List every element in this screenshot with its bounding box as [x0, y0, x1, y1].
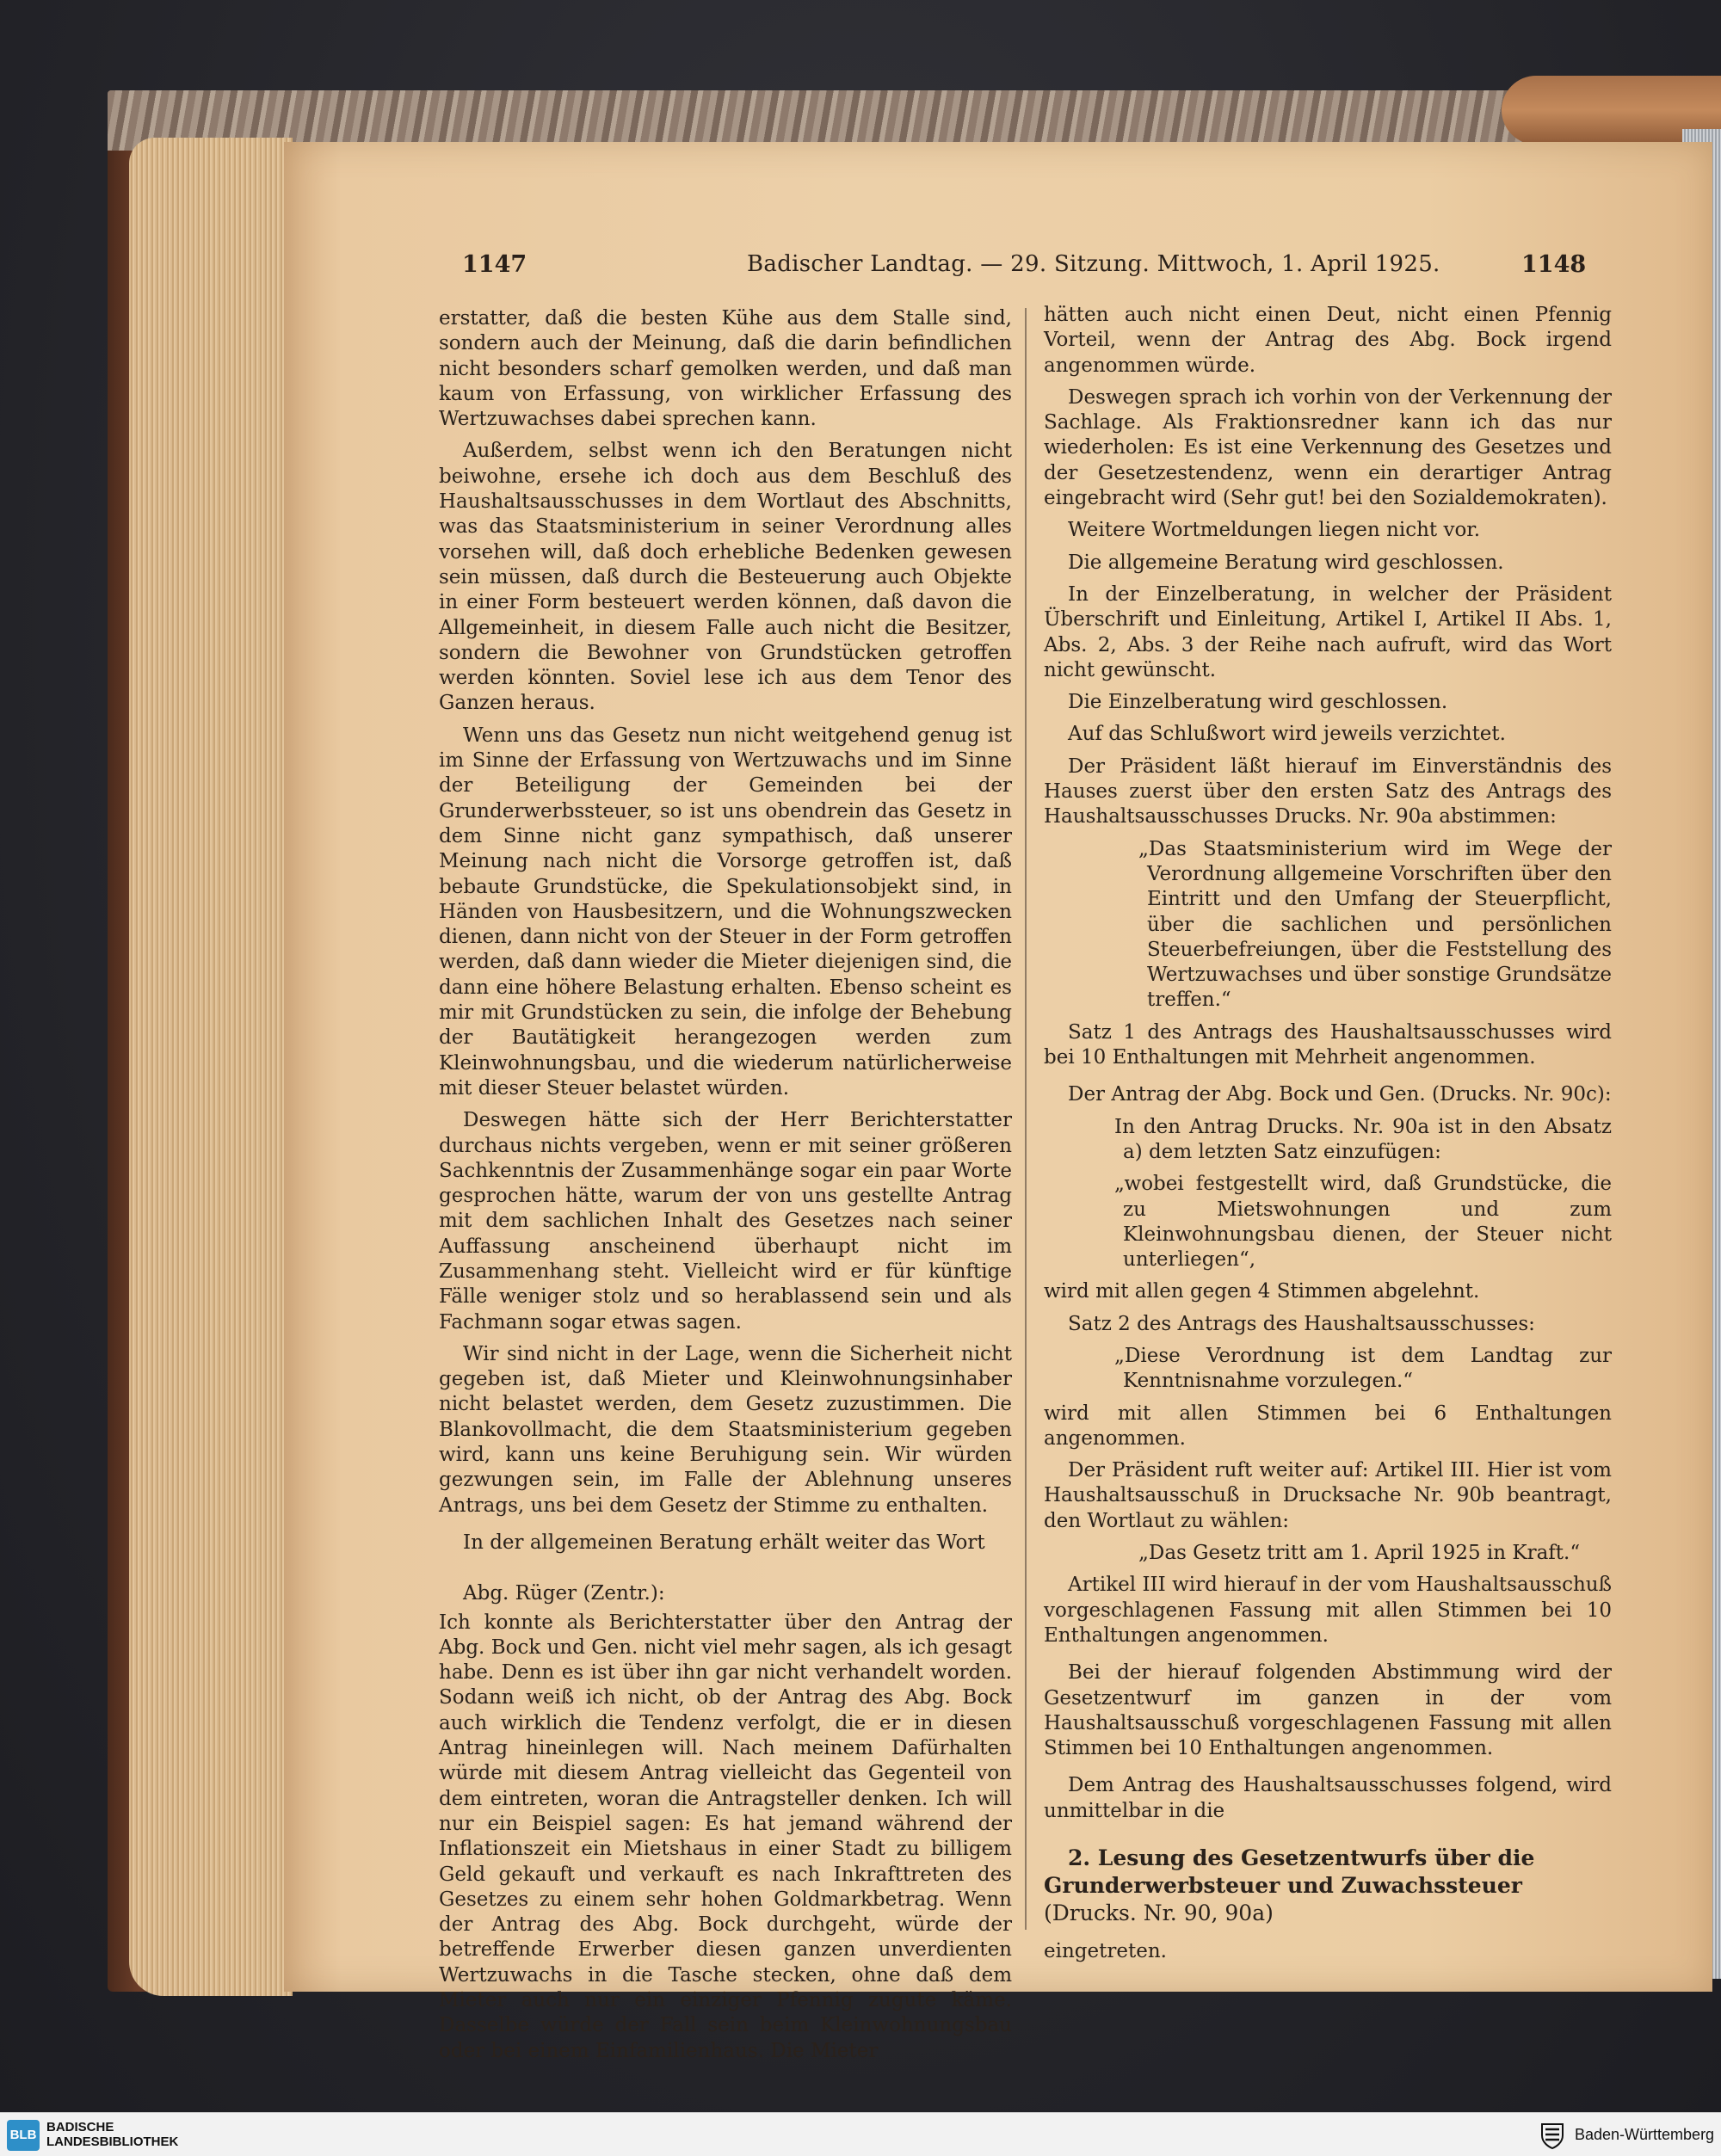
region-label: Baden-Württemberg [1575, 2126, 1715, 2143]
left-column [439, 306, 1012, 2071]
paragraph: Der Präsident ruft weiter auf: Artikel III. Hier ist vom Haushaltsausschuß in Drucksache Nr. 90b beantragt, den Wortlaut zu wählen: [1044, 1459, 1612, 1532]
page-number-right: 1148 [1521, 251, 1587, 278]
paragraph: erstatter, daß die besten Kühe aus dem Stalle sind, sondern auch der Meinung, daß die darin befindlichen nicht besonders scharf gemolken werden, und daß man kaum von Erfassung, von wirklicher Erfassung des Wertzuwachses dabei sprechen kann. [439, 307, 1012, 431]
speaker-label: Abg. Rüger (Zentr.): [463, 1582, 665, 1605]
page-edges-left [129, 138, 293, 1996]
paragraph: Deswegen hätte sich der Herr Berichterstatter durchaus nichts vergeben, wenn er mit seiner größeren Sachkenntnis der Zusammenhänge sogar ein paar Worte gesprochen hätte, warum der von uns gestellte Antrag mit dem sachlichen Inhalt des Gesetzes nach seiner Auffassung anscheinend überhaupt nicht im Zusammenhang steht. Vielleicht wird er für künftige Fälle weniger stolz und so herablassend sein und als Fachmann sogar etwas sagen. [439, 1109, 1012, 1334]
paragraph: wird mit allen gegen 4 Stimmen abgelehnt. [1044, 1280, 1480, 1303]
paragraph: Außerdem, selbst wenn ich den Beratungen nicht beiwohne, ersehe ich doch aus dem Beschluß des Haushaltsausschusses in dem Wortlaut des Abschnitts, was das Staatsministerium in seiner Verordnung alles vorsehen will, daß doch erhebliche Bedenken gewesen sein müssen, daß durch die Besteuerung auch Objekte in einer Form besteuert werden können, daß davon die Allgemeinheit, in diesem Falle auch nicht die Besitzer, sondern die Bewohner von Grundstücken getroffen werden könnten. Soviel lese ich aus dem Tenor des Ganzen heraus. [439, 440, 1012, 715]
paragraph: wird mit allen Stimmen bei 6 Enthaltungen angenommen. [1044, 1401, 1612, 1450]
page-header [0, 251, 1721, 286]
paragraph: eingetreten. [1044, 1940, 1167, 1963]
section-heading-title: 2. Lesung des Gesetzentwurfs über die Grunderwerbsteuer und Zuwachssteuer [1044, 1845, 1535, 1899]
paragraph: hätten auch nicht einen Deut, nicht einen Pfennig Vorteil, wenn der Antrag des Abg. Bock irgend angenommen würde. [1044, 304, 1612, 377]
running-title: Badischer Landtag. — 29. Sitzung. Mittwoch, 1. April 1925. [747, 251, 1440, 277]
paragraph: Die Einzelberatung wird geschlossen. [1068, 691, 1448, 714]
paragraph: Satz 2 des Antrags des Haushaltsausschusses: [1068, 1312, 1535, 1335]
paragraph: Deswegen sprach ich vorhin von der Verkennung der Sachlage. Als Fraktionsredner kann ich das nur wiederholen: Es ist eine Verkennung des Gesetzes und der Gesetzestendenz, wenn ein derartiger Antrag eingebracht wird (Sehr gut! bei den Sozialdemokraten). [1044, 385, 1612, 510]
page-number-left: 1147 [462, 251, 527, 278]
quotation: In den Antrag Drucks. Nr. 90a ist in den Absatz a) dem letzten Satz einzufügen: [1114, 1115, 1612, 1163]
section-heading-reference: (Drucks. Nr. 90, 90a) [1044, 1900, 1274, 1926]
paragraph: In der Einzelberatung, in welcher der Präsident Überschrift und Einleitung, Artikel I, Artikel II Abs. 1, Abs. 2, Abs. 3 der Reihe nach aufruft, wird das Wort nicht gewünscht. [1044, 582, 1612, 681]
paragraph: In der allgemeinen Beratung erhält weiter das Wort [463, 1531, 985, 1554]
quotation: „wobei festgestellt wird, daß Grundstücke, die zu Mietswohnungen und zum Kleinwohnungsbau dienen, der Steuer nicht unterliegen“, [1114, 1173, 1612, 1272]
paragraph: Der Präsident läßt hierauf im Einverständnis des Hauses zuerst über den ersten Satz des Antrags des Haushaltsausschusses Drucks. Nr. 90a abstimmen: [1044, 755, 1612, 829]
right-column [1044, 303, 1612, 1971]
library-name-line2: LANDESBIBLIOTHEK [46, 2134, 179, 2149]
quotation: „Das Staatsministerium wird im Wege der Verordnung allgemeine Vorschriften über den Eintritt und den Umfang der Steuerpflicht, über die sachlichen und persönlichen Steuerbefreiungen, über die Feststellung des Wertzuwachses und über sonstige Grundsätze treffen.“ [1138, 837, 1612, 1012]
paragraph: Wenn uns das Gesetz nun nicht weitgehend genug ist im Sinne der Erfassung von Wertzuwachs und im Sinne der Beteiligung der Gemeinden bei der Grunderwerbssteuer, so ist uns obendrein das Gesetz in dem Sinne nicht ganz sympathisch, daß unserer Meinung nach nicht die Vorsorge getroffen ist, daß bebaute Grundstücke, die Spekulationsobjekt sind, in Händen von Hausbesitzern, und die Wohnungszwecken dienen, dann nicht von der Steuer in der Form getroffen werden, daß dann wieder die Mieter diejenigen sind, die dann eine höhere Belastung erhalten. Ebenso scheint es mir mit Grundstücken zu sein, die infolge der Behebung der Bautätigkeit herangezogen werden zum Kleinwohnungsbau, und die wiederum natürlicherweise mit dieser Steuer belastet würden. [439, 724, 1012, 1100]
blb-logo-icon[interactable]: BLB [7, 2120, 40, 2151]
paragraph: Auf das Schlußwort wird jeweils verzichtet. [1068, 723, 1506, 746]
section-heading [1044, 1845, 1612, 1927]
paragraph: Satz 1 des Antrags des Haushaltsausschusses wird bei 10 Enthaltungen mit Mehrheit angenommen. [1044, 1020, 1612, 1069]
column-divider [1025, 308, 1027, 1930]
paragraph: Weitere Wortmeldungen liegen nicht vor. [1068, 519, 1481, 542]
library-name [46, 2120, 178, 2149]
paragraph: Der Antrag der Abg. Bock und Gen. (Drucks. Nr. 90c): [1068, 1083, 1612, 1106]
paragraph: Dem Antrag des Haushaltsausschusses folgend, wird unmittelbar in die [1044, 1774, 1612, 1822]
paragraph: Ich konnte als Berichterstatter über den Antrag der Abg. Bock und Gen. nicht viel mehr sagen, als ich gesagt habe. Denn es ist über ihn gar nicht verhandelt worden. Sodann weiß ich nicht, ob der Antrag des Abg. Bock auch wirklich die Tendenz verfolgt, die er in diesen Antrag hineinlegen will. Nach meinem Dafürhalten würde mit diesem Antrag vielleicht das Gegenteil von dem eintreten, woran die Antragsteller denken. Ich will nur ein Beispiel sagen: Es hat jemand während der Inflationszeit ein Mietshaus in einer Stadt zu billigem Geld gekauft und verkauft es nach Inkrafttreten des Gesetzes zu einem sehr hohen Goldmarkbetrag. Wenn der Antrag des Abg. Bock durchgeht, würde der betreffende Erwerber diesen ganzen unverdienten Wertzuwachs in die Tasche stecken, ohne daß dem Mieter auch nur ein einziger Pfennig zugute käme. Dasselbe würde der Fall sein beim Kleinwohnungsbau oder bei einem Einfamilienhaus. Die Mieter [439, 1611, 1012, 2062]
library-name-line1: BADISCHE [46, 2120, 114, 2134]
paragraph: Wir sind nicht in der Lage, wenn die Sicherheit nicht gegeben ist, daß Mieter und Kleinwohnungsinhaber nicht belastet werden, dem Gesetz zuzustimmen. Die Blankovollmacht, die dem Staatsministerium gegeben wird, kann uns keine Beruhigung sein. Wir würden gezwungen sein, im Falle der Ablehnung unseres Antrags, uns bei dem Gesetz der Stimme zu enthalten. [439, 1342, 1012, 1517]
quotation: „Diese Verordnung ist dem Landtag zur Kenntnisnahme vorzulegen.“ [1114, 1344, 1612, 1393]
paragraph: Bei der hierauf folgenden Abstimmung wird der Gesetzentwurf im ganzen in der vom Haushaltsausschuß vorgeschlagenen Fassung mit allen Stimmen bei 10 Enthaltungen angenommen. [1044, 1661, 1612, 1760]
quotation: „Das Gesetz tritt am 1. April 1925 in Kraft.“ [1138, 1542, 1581, 1565]
viewer-footer [0, 2112, 1721, 2156]
paragraph: Die allgemeine Beratung wird geschlossen. [1068, 551, 1504, 574]
coat-of-arms-icon [1538, 2121, 1567, 2150]
paragraph: Artikel III wird hierauf in der vom Haushaltsausschuß vorgeschlagenen Fassung mit allen Stimmen bei 10 Enthaltungen angenommen. [1044, 1574, 1612, 1647]
